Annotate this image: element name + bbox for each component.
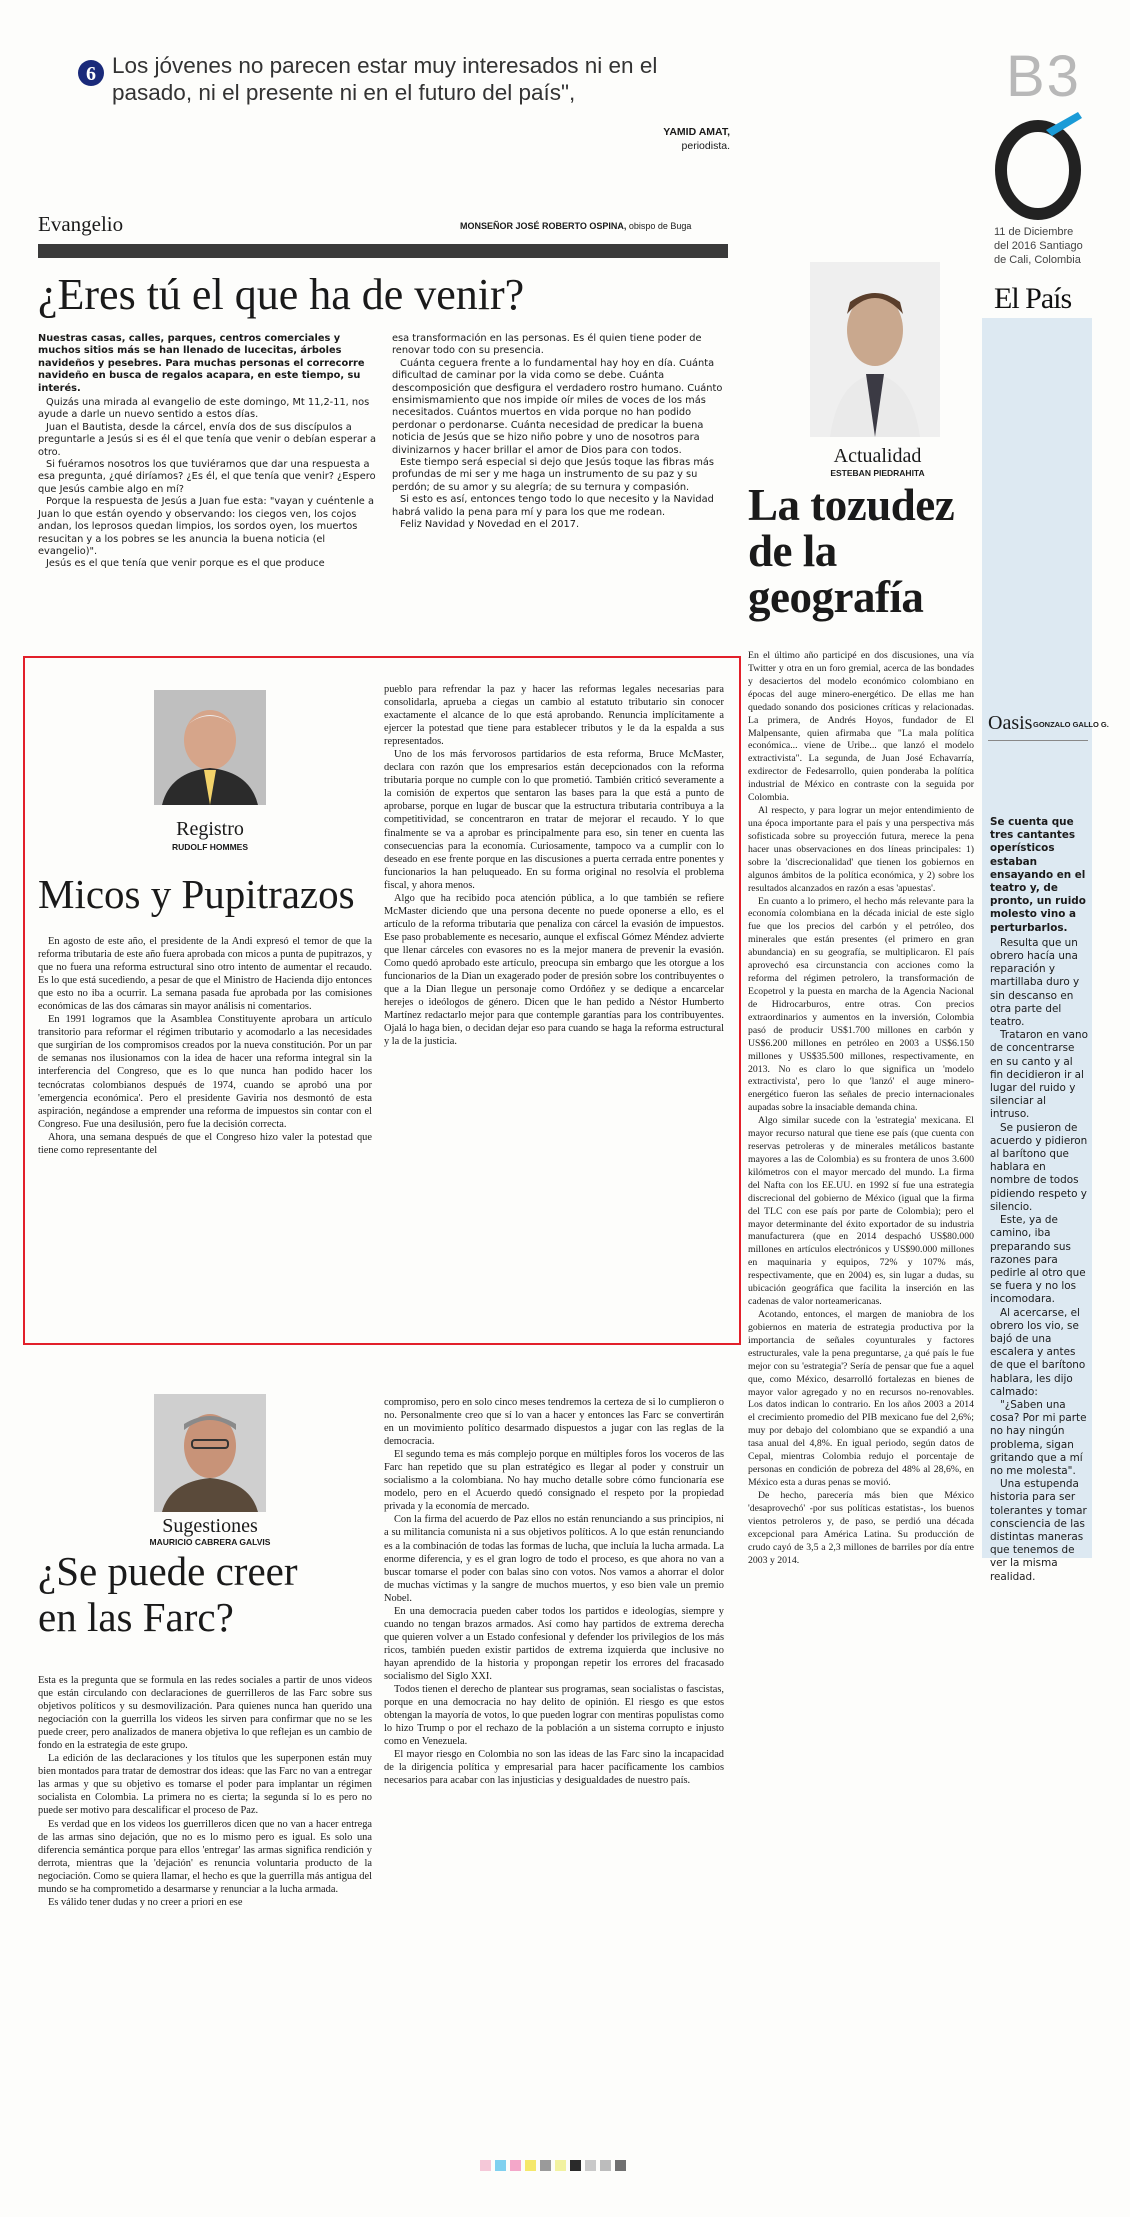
oasis-paragraph: Este, ya de camino, iba preparando sus razones para pedirle al otro que se fuera y no los incomodara. xyxy=(990,1214,1086,1306)
sugestiones-paragraph: El mayor riesgo en Colombia no son las ideas de las Farc sino la incapacidad de la dirigencia política y empresarial para hacer pacíficamente los cambios necesarios para acabar con las injusticias y desigualdades de nuestro país. xyxy=(384,1749,724,1787)
registro-paragraph: Ahora, una semana después de que el Congreso hizo valer la potestad que tiene como representante del xyxy=(38,1131,372,1156)
section-bar xyxy=(38,244,728,258)
evangelio-byline-role: obispo de Buga xyxy=(626,221,692,231)
color-swatch xyxy=(540,2160,551,2171)
oasis-paragraph: "¿Saben una cosa? Por mi parte no hay ningún problema, sigan gritando que a mí no me molesta". xyxy=(990,1398,1087,1477)
print-color-bar xyxy=(480,2160,626,2172)
evangelio-paragraph: Si fuéramos nosotros los que tuviéramos que dar una respuesta a esa pregunta, ¿qué diríamos? ¿Es él, el que tenía que venir? ¿Espero que Jesús cambie algo en mí? xyxy=(38,459,376,495)
oasis-rule xyxy=(988,740,1088,741)
actualidad-paragraph: En el último año participé en dos discusiones, una vía Twitter y otra en un foro gremial, acerca de las bondades y desaciertos del modelo económico colombiano en épocas del auge minero-energético. De ellas me han quedado sonando dos posiciones críticas y relacionadas. La primera, de Andrés Hoyos, fundador de El Malpensante, quien afirmaba que "La mala política económica... viene de Uribe... que lanzó el modelo extractivista". La segunda, de Juan José Echavarría, exdirector de Fedesarrollo, quien ponderaba la política industrial de México en contraste con la seguida por Colombia. xyxy=(748,650,974,804)
evangelio-col1 xyxy=(38,333,383,571)
color-swatch xyxy=(570,2160,581,2171)
registro-paragraph: Algo que ha recibido poca atención pública, a lo que también se refiere McMaster diciendo que una persona decente no puede oponerse a ello, es el artículo de la reforma tributaria que penaliza con cárcel la evasión de impuestos. Ese paso probablemente es necesario, aunque el exfiscal Gómez Méndez advierte que llenar cárceles con evasores no es la mejor manera de prevenir la evasión. Como quedó aprobado este artículo, preocupa sin embargo que les otorgue a los funcionarios de la Dian un exagerado poder de presión sobre los contribuyentes o que a la Dian llegue un personaje como Ordóñez y se dedique a encarcelar herejes o ideólogos de género. Dicen que le han pedido a Néstor Humberto Martínez redactarlo mejor para que contemple garantías para los contribuyentes. Ojalá lo haga bien, o decidan dejar eso para cuando se haga la reforma estructural y la de la justicia. xyxy=(384,892,724,1048)
registro-paragraph: En 1991 logramos que la Asamblea Constituyente aprobara un artículo transitorio para reformar el régimen tributario y acomodarlo a las necesidades que surgirían de los compromisos creados por la nueva constitución. Por un par de semanas nos ilusionamos con la idea de hacer una reforma integral sin la interferencia del Congreso, que es lo que nunca han podido hacer los tecnócratas colombianos después de 1974, cuando se aprobó una por 'emergencia económica'. Pero el presidente Gaviria nos desmontó de esta aspiración, negándose a emprender una reforma de impuestos sin contar con el Congreso. Fue una desilusión, pero fue la decisión correcta. xyxy=(38,1014,372,1130)
section-registro: Registro xyxy=(176,818,244,840)
sugestiones-title-line-2: en las Farc? xyxy=(38,1594,234,1640)
evangelio-byline-name: MONSEÑOR JOSÉ ROBERTO OSPINA, xyxy=(460,221,627,231)
evangelio-paragraph: Quizás una mirada al evangelio de este domingo, Mt 11,2-11, nos ayude a darle un nuevo sentido a estos días. xyxy=(38,397,370,421)
oasis-paragraph: Una estupenda historia para ser tolerantes y tomar consciencia de las distintas maneras que tenemos de ver la misma realidad. xyxy=(990,1478,1087,1583)
sugestiones-paragraph: Con la firma del acuerdo de Paz ellos no están renunciando a sus principios, ni a su militancia comunista ni a sus objetivos políticos. A lo que están renunciando es a la combinación de todas las formas de lucha, que incluía la lucha armada. La enorme diferencia, y es el gran logro de todo el proceso, es que ahora no van a buscar tomarse el poder con balas sino con votos. Nos vamos a ahorrar el dolor de muchas víctimas y la sangre de muchos muertos, y eso bien vale un premio Nobel. xyxy=(384,1514,724,1604)
evangelio-paragraph: Porque la respuesta de Jesús a Juan fue esta: "vayan y cuéntenle a Juan lo que están oyendo y observando: los ciegos ven, los cojos andan, los leprosos quedan limpios, los sordos oyen, los muertos resucitan y a los pobres se les anuncia la buena noticia (el evangelio)". xyxy=(38,496,374,557)
oasis-paragraph: Resulta que un obrero hacía una reparación y martillaba duro y sin descanso en otra parte del teatro. xyxy=(990,936,1080,1029)
actualidad-paragraph: De hecho, parecería más bien que México 'desaprovechó' -por sus políticas estatistas-, los buenos vientos petroleros y, de paso, se perdió una década excepcional para América Latina. Su producción de crudo cayó de 3,5 a 2,3 millones de barriles por día entre 2003 y 2014. xyxy=(748,1489,974,1566)
brand-name: El País xyxy=(994,282,1072,315)
sugestiones-byline: MAURICIO CABRERA GALVIS xyxy=(149,1537,271,1547)
evangelio-paragraph: Si esto es así, entonces tengo todo lo que necesito y la Navidad habrá valido la pena para mí y para los que me rodean. xyxy=(392,494,714,518)
author-photo-hommes xyxy=(154,690,266,805)
oasis-paragraph: Trataron en vano de concentrarse en su canto y al fin decidieron ir al lugar del ruido y silenciar al intruso. xyxy=(990,1029,1088,1121)
actualidad-paragraph: Algo similar sucede con la 'estrategia' mexicana. El mayor recurso natural que tiene ese país (que cuenta con reservas petroleras y de minerales metálicos bastante mayores a las de Colombia) es su frontera de unos 3.600 kilómetros con el mayor mercado del mundo. La firma del Nafta con los EE.UU. en 1992 sí fue una estrategia discrecional del gobierno de México (igual que la firma del TLC con ese país por parte de Colombia); pero el mayor determinante del éxito exportador de su industria manufacturera (que en 2014 despachó US$80.000 millones en artículos electrónicos y US$90.000 millones en maquinaria y equipos, 72% y 107% más, respectivamente, que en 2004) es, sin lugar a dudas, su ubicación geográfica que facilita la inserción en las cadenas de valor norteamericanas. xyxy=(748,1115,974,1308)
date-line-3: de Cali, Colombia xyxy=(994,254,1081,266)
sugestiones-col2 xyxy=(384,1396,724,1787)
registro-paragraph: Uno de los más fervorosos partidarios de esta reforma, Bruce McMaster, declara con razón que los empresarios están decepcionados con la reforma tributaria porque no cumple con lo que prometió. También criticó severamente a la comisión de expertos que sentaron las bases para la que está a punto de aprobarse, porque en lugar de buscar que la estructura tributaria contribuya a la competitividad, se concentraron en tratar de mejorar el recaudo. Y lo que finalmente se va a aprobar es principalmente para eso, sin tener en cuenta las consecuencias para la economía. Curiosamente, tampoco va a cumplir con lo deseado en ese frente porque en las discusiones a puerta cerrada entre ponentes y funcionarios la han peluqueado. En su forma original no resolvía el problema fiscal, y ahora menos. xyxy=(384,749,724,891)
registro-col1 xyxy=(38,935,372,1157)
registro-paragraph: pueblo para refrendar la paz y hacer las reformas legales necesarias para consolidarla, aprueba a ciegas un cambio al estatuto tributario sin conocer exactamente el alcance de lo que está aprobando. Renuncia implícitamente a ejercer la potestad que tiene para establecer tributos y le da la espalda a sus representados. xyxy=(384,684,724,748)
color-swatch xyxy=(495,2160,506,2171)
evangelio-paragraph: Este tiempo será especial si dejo que Jesús toque las fibras más profundas de mi ser y me haga un instrumento de su paz y su perdón; de su amor y su alegría; de su ternura y compasión. xyxy=(392,457,715,493)
color-swatch xyxy=(585,2160,596,2171)
evangelio-col2 xyxy=(392,333,728,532)
actualidad-body xyxy=(748,650,974,1567)
evangelio-paragraph: esa transformación en las personas. Es él quien tiene poder de renovar todo con su presencia. xyxy=(392,333,702,357)
evangelio-byline xyxy=(460,221,691,231)
color-swatch xyxy=(480,2160,491,2171)
sugestiones-paragraph: Todos tienen el derecho de plantear sus programas, sean socialistas o fascistas, porque en una democracia no hay delito de opinión. El riesgo es que estos obtengan la mayoría de votos, lo que pueden lograr con mentiras populistas como lo hizo Trump o por el rechazo de la población a un sistema corrupto e injusto como en Venezuela. xyxy=(384,1684,724,1748)
registro-paragraph: En agosto de este año, el presidente de la Andi expresó el temor de que la reforma tributaria de este año fuera aprobada con micos a punta de pupitrazos, y que no fuera una reforma estructural sino otro intento de aumentar el recaudo. Es lo que está sucediendo, a pesar de que el Ministro de Hacienda dijo entonces que esto no iba a ocurrir. La semana pasada fue aprobada por las comisiones económicas de las dos cámaras sin mayor análisis ni comentarios. xyxy=(38,936,372,1013)
actualidad-byline: ESTEBAN PIEDRAHITA xyxy=(830,468,925,478)
evangelio-paragraph: Feliz Navidad y Novedad en el 2017. xyxy=(400,519,580,531)
sugestiones-title-line-1: ¿Se puede creer xyxy=(38,1548,298,1594)
sugestiones-paragraph: El segundo tema es más complejo porque en múltiples foros los voceros de las Farc han repetido que su plan estratégico es llegar al poder y construir un socialismo a la colombiana. No hay mucho detalle sobre cómo funcionaría ese modelo, pero en el Acuerdo quedó consignado el respeto por la propiedad privada y la economía de mercado. xyxy=(384,1449,724,1513)
registro-title: Micos y Pupitrazos xyxy=(38,871,355,917)
evangelio-paragraph: Jesús es el que tenía que venir porque es el que produce xyxy=(46,558,325,570)
actualidad-title: La tozudez de la geografía xyxy=(748,480,955,622)
oasis-paragraph: Se pusieron de acuerdo y pidieron al barítono que hablara en nombre de todos pidiendo respeto y silencio. xyxy=(990,1121,1088,1213)
sugestiones-paragraph: Es verdad que en los videos los guerrilleros dicen que no van a hacer entrega de las armas sino dejación, que no es lo mismo pero es igual. Es solo una diferencia semántica porque para ellos 'entregar' las armas significa rendición y derrota, mientras que la 'dejación' es renuncia voluntaria producto de la negociación. Como se quiera llamar, el hecho es que la guerrilla más antigua del mundo se ha comprometido a desarmarse y renunciar a la lucha armada. xyxy=(38,1818,372,1895)
registro-byline: RUDOLF HOMMES xyxy=(171,842,249,852)
page-code: B3 xyxy=(1006,44,1081,109)
brand-o-logo xyxy=(994,110,1094,220)
quote-author-role: periodista. xyxy=(681,140,730,152)
actualidad-paragraph: En cuanto a lo primero, el hecho más relevante para la economía colombiana en la década inicial de este siglo fue que los precios del carbón y el petróleo, dos minerales que están presentes (el primero en gran abundancia) en su geografía, se multiplicaron. El país aprovechó esa circunstancia con acciones como la reforma del régimen petrolero, la transformación de Ecopetrol y la puesta en marcha de la Agencia Nacional de Hidrocarburos, entre otras. Con precios extraordinarios y aumentos en la inversión, Colombia pasó de producir US$1.700 millones en carbón y US$6.200 millones en petróleo en 2003 a US$6.150 millones y US$35.500 millones, respectivamente, en 2013. No es claro lo que significa un 'modelo extractivista', pero lo que 'lanzó' el auge minero-energético fueron las señales de precio internacionales aupadas sobre la insaciable demanda china. xyxy=(748,895,974,1114)
svg-text:6: 6 xyxy=(86,63,96,85)
sugestiones-col1 xyxy=(38,1674,372,1909)
evangelio-lead: Nuestras casas, calles, parques, centros comerciales y muchos sitios más se han llenado de lucecitas, árboles navideños y pesebres. Para muchas personas el correcorre navideño en busca de regalos acapara, en este tiempo, su interés. xyxy=(38,333,365,394)
sugestiones-paragraph: En una democracia pueden caber todos los partidos e ideologías, siempre y cuando no tengan brazos armados. Así como hay partidos de extrema derecha que quieren volver a un Estado confesional y defender los privilegios de los más ricos, también pueden existir partidos de extrema izquierda que inclusive no hayan aprendido de la historia y propongan repetir los errores del fracasado socialismo del Siglo XXI. xyxy=(384,1605,724,1682)
author-photo-piedrahita xyxy=(810,262,940,437)
evangelio-paragraph: Juan el Bautista, desde la cárcel, envía dos de sus discípulos a preguntarle a Jesús si es él el que tenía que venir o debían esperar a otro. xyxy=(38,421,377,458)
sugestiones-paragraph: Esta es la pregunta que se formula en las redes sociales a partir de unos videos que están circulando con declaraciones de guerrilleros de las Farc sobre sus objetivos políticos y su desmovilización. Para quienes nunca han querido una negociación con la guerrilla los videos les sirven para confirmar que no se les puede creer, pero analizados de manera objetiva lo que reflejan es un cambio de fondo en la estrategia de este grupo. xyxy=(38,1675,372,1752)
evangelio-paragraph: Cuánta ceguera frente a lo fundamental hay hoy en día. Cuánta dificultad de caminar por la vida como se debe. Cuánta descomposición que desfigura el verdadero rostro humano. Cuánto ensimismamiento que nos impide oír miles de voces de los más necesitados. Cuántos muertos en vida porque no han podido perdonar o perdonarse. Cuánta necesidad de predicar la buena noticia de Jesús que se hizo niño pobre y uno de nosotros para divinizarnos y hacer brillar el amor de Dios para con todos. xyxy=(392,357,723,456)
section-oasis: Oasis xyxy=(988,712,1033,734)
actualidad-paragraph: Acotando, entonces, el margen de maniobra de los gobiernos en materia de estrategia productiva por la importancia de señales coyunturales y factores estructurales, vale la pena preguntarse, ¿a qué país le fue mejor con su 'estrategia'? Sería de pensar que fue a aquel que, como México, desarrolló fortalezas en bienes de mayor valor agregado y no en recursos no-renovables. Los datos indican lo contrario. En los años 2003 a 2014 el crecimiento promedio del PIB mexicano fue del 2,6%; muy por debajo del colombiano que se expandió a una tasa anual del 4,8%. En igual periodo, según datos de Cepal, mientras Colombia redujo el porcentaje de personas en condición de pobreza del 48% al 28,6%, en México esta a duras penas se movió. xyxy=(748,1309,974,1488)
quote-author: YAMID AMAT, xyxy=(663,126,730,138)
oasis-paragraph: Al acercarse, el obrero los vio, se bajó de una escalera y antes de que el barítono hablara, les dijo calmado: xyxy=(990,1306,1086,1398)
sugestiones-paragraph: Es válido tener dudas y no creer a priori en ese xyxy=(48,1896,243,1908)
oasis-byline: GONZALO GALLO G. xyxy=(1033,720,1109,729)
quote-icon xyxy=(78,60,104,86)
color-swatch xyxy=(555,2160,566,2171)
sugestiones-paragraph: compromiso, pero en solo cinco meses tendremos la certeza de si lo cumplieron o no. Personalmente creo que sí lo van a hacer y entonces las Farc se convertirán en un movimiento político desarmado dispuestos a jugar con las reglas de la democracia. xyxy=(384,1397,724,1448)
section-evangelio: Evangelio xyxy=(38,212,124,236)
oasis-body xyxy=(990,816,1088,1584)
author-photo-cabrera xyxy=(154,1394,266,1512)
sugestiones-paragraph: La edición de las declaraciones y los títulos que les superponen están muy bien montados para tratar de demostrar dos ideas: que las Farc no van a entregar las armas y que su objetivo es tomarse el poder para implantar un régimen socialista en Colombia. La primera no es cierta; la segunda sí lo es pero no puede ser motivo para descalificar el proceso de Paz. xyxy=(38,1753,372,1817)
registro-col2 xyxy=(384,683,724,1048)
section-actualidad: Actualidad xyxy=(833,445,922,467)
actualidad-paragraph: Al respecto, y para lograr un mejor entendimiento de una época importante para el país y una perspectiva más sofisticada sobre su proyección futura, merece la pena hacer unas observaciones en dos líneas principales: 1) sobre la 'discrecionalidad' que tienen los gobiernos en algunos ámbitos de la política económica, y 2) sobre los resultados alcanzados en razón a esas 'apuestas'. xyxy=(748,805,974,894)
date-line-1: 11 de Diciembre xyxy=(994,226,1074,238)
evangelio-title: ¿Eres tú el que ha de venir? xyxy=(38,270,525,319)
color-swatch xyxy=(615,2160,626,2171)
date-line-2: del 2016 Santiago xyxy=(994,240,1083,252)
header-quote: Los jóvenes no parecen estar muy interesados ni en el pasado, ni el presente ni en el futuro del país", xyxy=(112,53,658,105)
section-sugestiones: Sugestiones xyxy=(162,1515,258,1537)
oasis-lead: Se cuenta que tres cantantes operísticos estaban ensayando en el teatro y, de pronto, un ruido molesto vino a perturbarlos. xyxy=(990,816,1086,934)
color-swatch xyxy=(525,2160,536,2171)
color-swatch xyxy=(510,2160,521,2171)
color-swatch xyxy=(600,2160,611,2171)
